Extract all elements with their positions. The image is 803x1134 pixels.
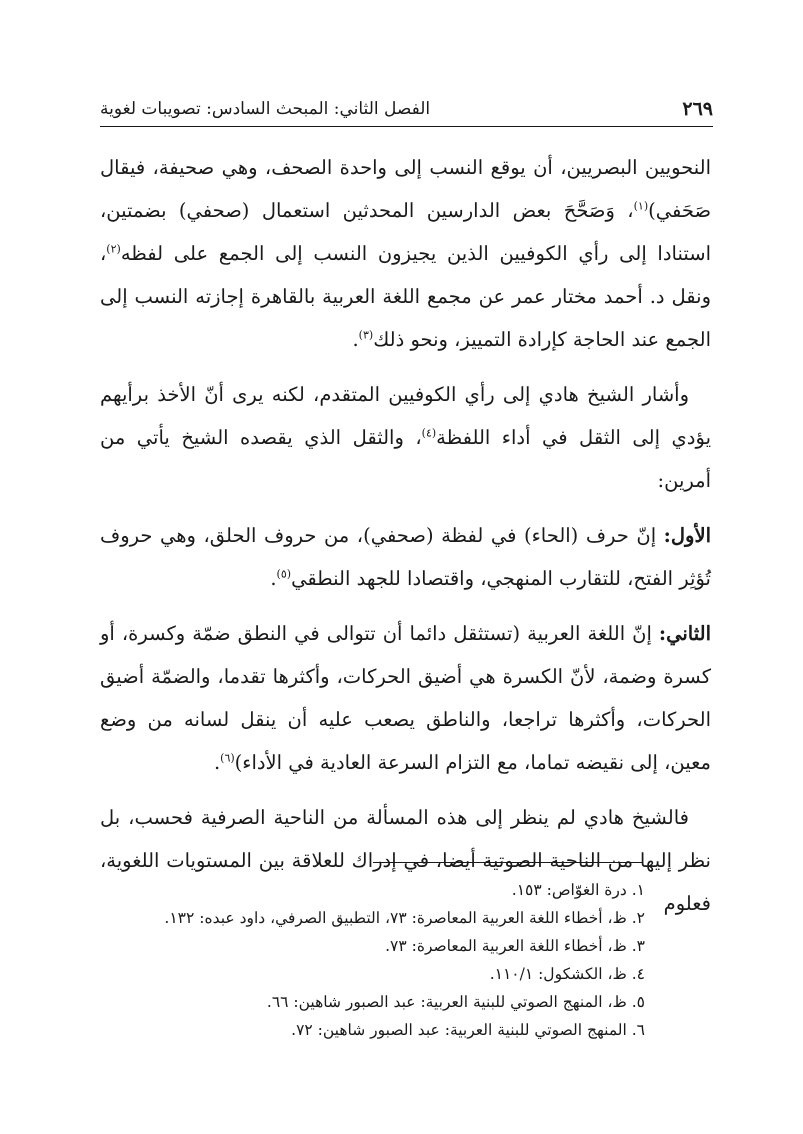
footnote-6: ٦. المنهج الصوتي للبنية العربية: عبد الصبور شاهين: ٧٢. <box>291 1021 645 1039</box>
paragraph-text: إنّ حرف (الحاء) في لفظة (صحفي)، من حروف الحلق، وهي حروف تُؤثِر الفتح، للتقارب المنهجي، واقتصادا للجهد النطقي <box>100 524 711 590</box>
paragraph-text: وأشار الشيخ هادي إلى رأي الكوفيين المتقدم، لكنه يرى أنّ الأخذ برأيهم يؤدي إلى الثقل في أداء اللفظة <box>100 383 711 449</box>
point-label-second: الثاني: <box>658 622 711 645</box>
footnote-ref-2: (٢) <box>106 242 121 256</box>
paragraph-text: . <box>352 328 359 351</box>
chapter-title: الفصل الثاني: المبحث السادس: تصويبات لغوية <box>100 99 431 119</box>
footnote-separator <box>373 862 643 863</box>
paragraph-text: فالشيخ هادي لم ينظر إلى هذه المسألة من الناحية الصرفية فحسب، بل نظر إليها من الناحية الصوتية أيضا، في إدراك للعلاقة بين المستويات اللغوية، فعلوم <box>100 806 711 915</box>
footnote-3: ٣. ظ، أخطاء اللغة العربية المعاصرة: ٧٣. <box>385 937 645 955</box>
paragraph-text: ، والثقل الذي يقصده الشيخ يأتي من أمرين: <box>100 426 711 492</box>
footnotes <box>100 876 645 1044</box>
paragraph-2 <box>100 373 711 502</box>
footnote-2: ٢. ظ، أخطاء اللغة العربية المعاصرة: ٧٣، التطبيق الصرفي، داود عبده: ١٣٢. <box>164 909 645 927</box>
footnote-1: ١. درة الغوّاص: ١٥٣. <box>511 881 645 899</box>
footnote-ref-6: (٦) <box>220 751 235 765</box>
paragraph-1 <box>100 146 711 361</box>
footnote-ref-5: (٥) <box>276 567 292 581</box>
paragraph-text: . <box>213 751 221 774</box>
running-header <box>100 92 713 127</box>
footnote-4: ٤. ظ، الكشكول: ١١٠/١. <box>489 965 645 983</box>
point-label-first: الأول: <box>663 524 711 547</box>
footnote-ref-1: (١) <box>633 199 649 213</box>
paragraph-3 <box>100 514 711 600</box>
body-text <box>100 146 711 925</box>
paragraph-text: ، ونقل د. أحمد مختار عمر عن مجمع اللغة العربية بالقاهرة إجازته النسب إلى الجمع عند الحاجة كإرادة التمييز، ونحو ذلك <box>100 242 711 351</box>
footnote-ref-3: (٣) <box>358 328 374 342</box>
paragraph-4 <box>100 612 711 784</box>
footnote-5: ٥. ظ، المنهج الصوتي للبنية العربية: عبد الصبور شاهين: ٦٦. <box>266 993 645 1011</box>
page-number: ٢٦٩ <box>682 98 713 120</box>
footnote-ref-4: (٤) <box>421 426 437 440</box>
paragraph-text: إنّ اللغة العربية (تستثقل دائما أن تتوالى في النطق ضمّة وكسرة، أو كسرة وضمة، لأنّ الكسرة هي أضيق الحركات، وأكثرها تقدما، والضمّة أضيق الحركات، وأكثرها تراجعا، والناطق يصعب عليه أن ينقل لسانه من وضع معين، إلى نقيضه تماما، مع التزام السرعة العادية في الأداء) <box>100 622 711 774</box>
paragraph-text: ، وَصَحَّحَ بعض الدارسين المحدثين استعمال (صحفي) بضمتين، استنادا إلى رأي الكوفيين الذين يجيزون النسب إلى الجمع على لفظه <box>100 199 711 265</box>
paragraph-text: . <box>270 567 277 590</box>
paragraph-text: النحويين البصريين، أن يوقع النسب إلى واحدة الصحف، وهي صحيفة، فيقال صَحَفي) <box>100 156 711 222</box>
